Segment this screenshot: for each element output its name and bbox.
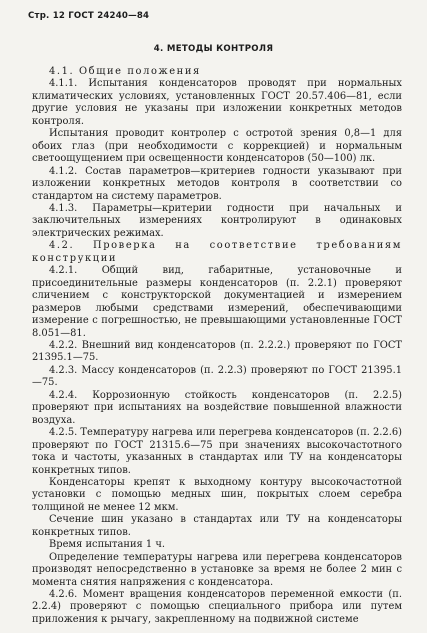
paragraph-temperature: Определение температуры нагрева или перегрева конденсаторов производят непосредственно в установке за время не более 2 мин с момента снятия напряжения с конденсатора. [32,551,402,588]
paragraph-4-1-1: 4.1.1. Испытания конденсаторов проводят при нормальных климатических условиях, установленных ГОСТ 20.57.406—81, если другие условия не указаны при изложении конкретных методов контроля. [32,78,402,127]
paragraph-4-2-6: 4.2.6. Момент вращения конденсаторов переменной емкости (п. 2.2.4) проверяют с помощью специального прибора или путем приложения к рычагу, закрепленному на подвижной системе [32,589,402,625]
paragraph-4-2-5: 4.2.5. Температуру нагрева или перегрева конденсаторов (п. 2.2.6) проверяют по ГОСТ 21315.6—75 при значениях высокочастотного тока и частоты, указанных в стандартах или ТУ на конденсаторы конкретных типов. [32,427,402,476]
paragraph-4-2-1: 4.2.1. Общий вид, габаритные, установочные и присоединительные размеры конденсаторов (п. 2.2.1) проверяют сличением с конструкторской документацией и измерением размеров любыми средствами измерений, обеспечивающими измерение с погрешностью, не превышающими установленные ГОСТ 8.051—81. [32,265,402,339]
paragraph-bus-section: Сечение шин указано в стандартах или ТУ на конденсаторы конкретных типов. [32,514,402,538]
paragraph-4-2-3: 4.2.3. Массу конденсаторов (п. 2.2.3) проверяют по ГОСТ 21395.1—75. [32,364,402,389]
paragraph-mounting: Конденсаторы крепят к выходному контуру высокочастотной установки с помощью медных шин, покрытых слоем серебра толщиной не менее 12 мкм. [32,476,402,513]
paragraph-4-1-3: 4.1.3. Параметры—критерии годности при начальных и заключительных измерениях контролируют в одинаковых электрических режимах. [32,202,402,239]
page-header: Стр. 12 ГОСТ 24240—84 [28,11,150,21]
section-title: 4. МЕТОДЫ КОНТРОЛЯ [153,44,274,54]
paragraph-4-2: 4.2. Проверка на соответствие требованиям конструкции [32,240,402,264]
paragraph-4-1-2: 4.1.2. Состав параметров—критериев годности указывают при изложении конкретных методов контроля в соответствии со стандартом на систему параметров. [32,165,402,202]
paragraph-4-1: 4.1. Общие положения [49,66,201,77]
document-body [32,66,402,626]
paragraph-4-2-4: 4.2.4. Коррозионную стойкость конденсаторов (п. 2.2.5) проверяют при испытаниях на воздействие повышенной влажности воздуха. [32,389,402,426]
paragraph-vision: Испытания проводит контролер с остротой зрения 0,8—1 для обоих глаз (при необходимости с коррекцией) и нормальным светоощущением при освещенности конденсаторов (50—100) лк. [32,128,402,165]
paragraph-test-time: Время испытания 1 ч. [49,539,165,551]
paragraph-4-2-2: 4.2.2. Внешний вид конденсаторов (п. 2.2.2.) проверяют по ГОСТ 21395.1—75. [32,339,402,364]
